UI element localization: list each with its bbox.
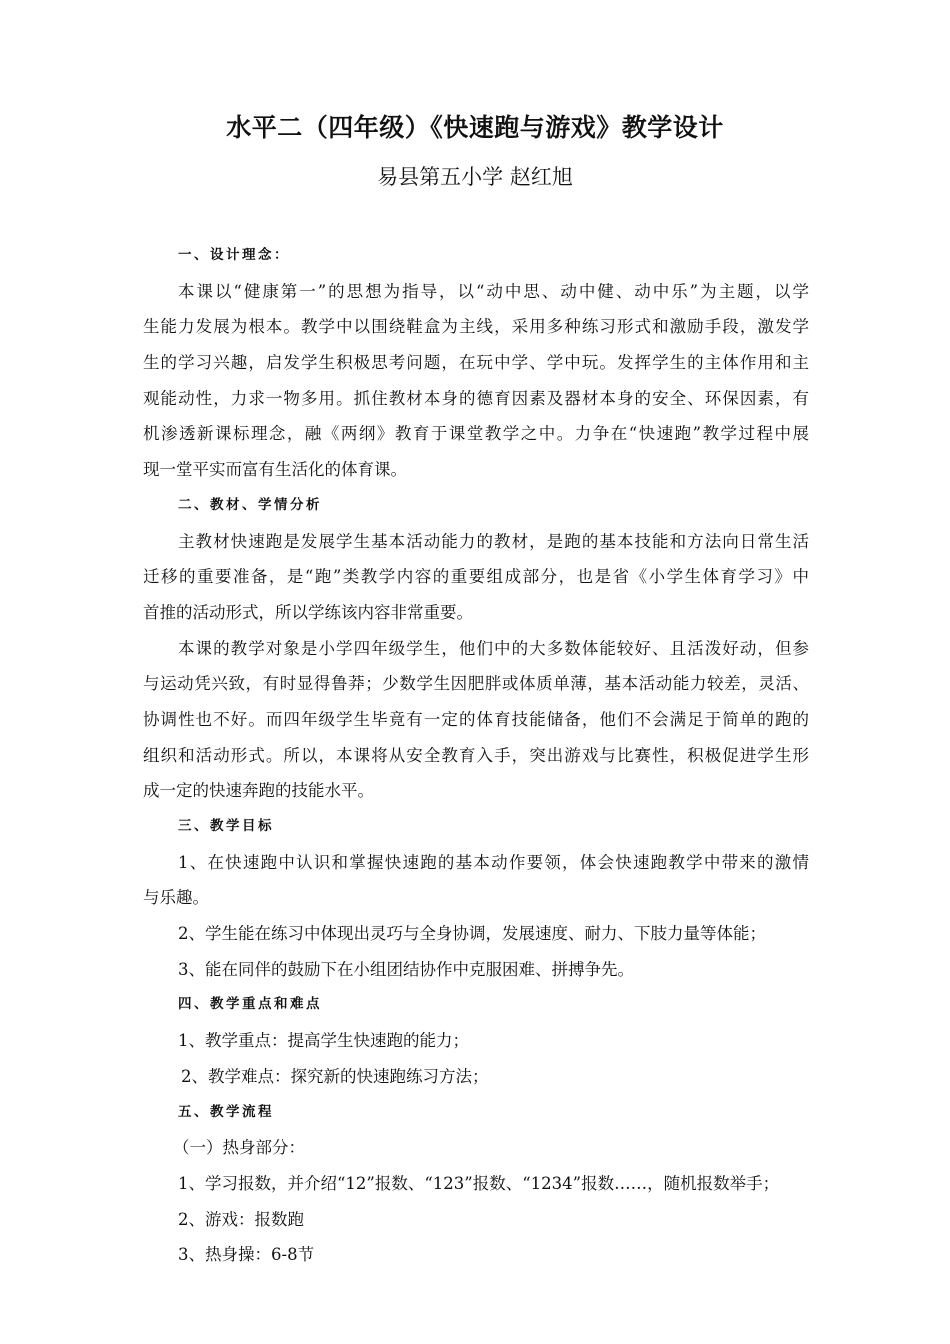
section-heading-design-concept: 一、设计理念： (178, 247, 290, 263)
goal-line: 与乐趣。 (143, 888, 209, 908)
section-heading-material-analysis: 二、教材、学情分析 (178, 496, 322, 513)
subsection-heading-warmup: （一）热身部分： (173, 1138, 305, 1158)
section-heading-key-points: 四、教学重点和难点 (178, 996, 322, 1013)
paragraph-line: 协调性也不好。而四年级学生毕竟有一定的体育技能储备，他们不会满足于简单的跑的 (143, 709, 809, 729)
goal-line: 2、学生能在练习中体现出灵巧与全身协调，发展速度、耐力、下肢力量等体能； (178, 924, 766, 944)
document-body (143, 238, 809, 1273)
document-title: 水平二（四年级）《快速跑与游戏》教学设计 (226, 113, 724, 142)
flow-item: 2、游戏：报数跑 (178, 1209, 304, 1229)
flow-item: 3、热身操：6-8节 (178, 1245, 315, 1265)
paragraph-line: 成一定的快速奔跑的技能水平。 (143, 781, 374, 801)
paragraph-line: 本课以“健康第一”的思想为指导，以“动中思、动中健、动中乐”为主题，以学 (178, 281, 809, 301)
key-point-line: 2、教学难点：探究新的快速跑练习方法； (181, 1066, 489, 1086)
goal-line: 1、在快速跑中认识和掌握快速跑的基本动作要领，体会快速跑教学中带来的激情 (178, 852, 809, 872)
paragraph-line: 组织和活动形式。所以，本课将从安全教育入手，突出游戏与比赛性，积极促进学生形 (143, 745, 809, 765)
paragraph-line: 现一堂平实而富有生活化的体育课。 (143, 460, 407, 480)
goal-line: 3、能在同伴的鼓励下在小组团结协作中克服困难、拼搏争先。 (178, 959, 634, 979)
section-heading-teaching-flow: 五、教学流程 (178, 1103, 274, 1120)
paragraph-line: 迁移的重要准备，是“跑”类教学内容的重要组成部分，也是省《小学生体育学习》中 (143, 567, 809, 587)
paragraph-line: 机渗透新课标理念，融《两纲》教育于课堂教学之中。力争在“快速跑”教学过程中展 (143, 424, 809, 444)
section-heading-teaching-goals: 三、教学目标 (178, 818, 274, 834)
paragraph-line: 首推的活动形式，所以学练该内容非常重要。 (143, 602, 473, 622)
paragraph-line: 生的学习兴趣，启发学生积极思考问题，在玩中学、学中玩。发挥学生的主体作用和主 (143, 353, 809, 373)
key-point-line: 1、教学重点：提高学生快速跑的能力； (178, 1031, 469, 1051)
paragraph-line: 与运动凭兴致，有时显得鲁莽；少数学生因肥胖或体质单薄，基本活动能力较差，灵活、 (143, 674, 809, 694)
flow-item: 1、学习报数，并介绍“12”报数、“123”报数、“1234”报数……，随机报数举手； (178, 1173, 780, 1193)
paragraph-line: 本课的教学对象是小学四年级学生，他们中的大多数体能较好、且活泼好动，但参 (178, 638, 809, 658)
paragraph-line: 生能力发展为根本。教学中以围绕鞋盒为主线，采用多种练习形式和激励手段，激发学 (143, 317, 809, 337)
paragraph-line: 主教材快速跑是发展学生基本活动能力的教材，是跑的基本技能和方法向日常生活 (178, 531, 809, 551)
paragraph-line: 观能动性，力求一物多用。抓住教材本身的德育因素及器材本身的安全、环保因素，有 (143, 388, 809, 408)
document-author: 易县第五小学 赵红旭 (377, 165, 573, 189)
